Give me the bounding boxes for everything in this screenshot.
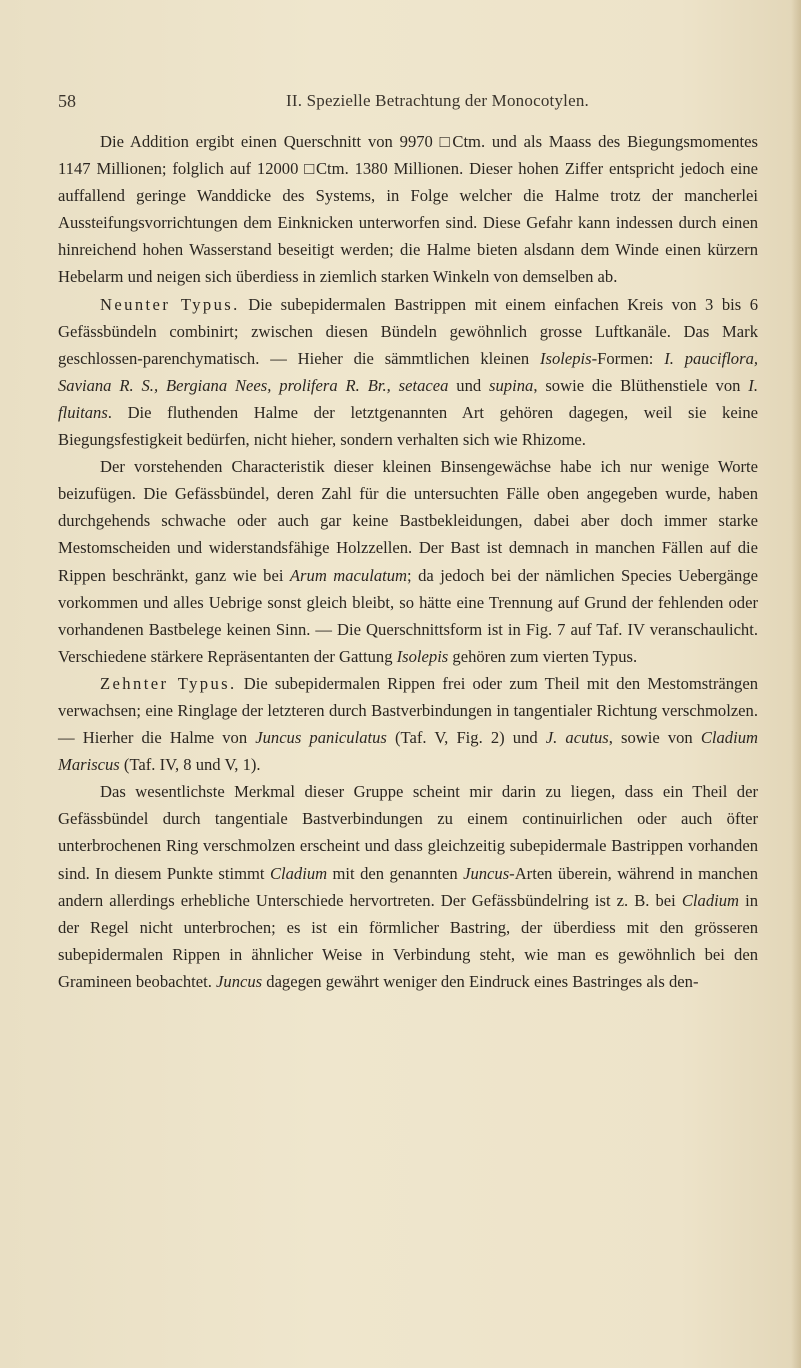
paragraph-text: und (448, 375, 490, 395)
taxon-name: I. fluitans (58, 375, 758, 422)
page-edge-shadow (791, 0, 801, 1368)
paragraph-text: Die subepidermalen Rippen frei oder zum Theil mit den Mestomsträngen verwachsen; eine Ringlage der letzteren durch Bastverbindungen in tangentialer Richtung verschmolzen. — Hierher die Halme von (58, 673, 758, 748)
paragraph-text: mit den genannten (327, 863, 464, 883)
paragraph-text: ; da jedoch bei der nämlichen Species Uebergänge vorkommen und alles Uebrige sonst gleich bleibt, so hätte eine Trennung auf Grund der fehlenden oder vorhandenen Bastbelege keinen Sinn. — Die Querschnittsform ist in Fig. 7 auf Taf. IV veranschaulicht. Verschiedene stärkere Repräsentanten der Gattung (58, 565, 758, 666)
paragraph-text: Die subepidermalen Bastrippen mit einem einfachen Kreis von 3 bis 6 Gefässbündeln combinirt; zwischen diesen Bündeln gewöhnlich grosse Luftkanäle. Das Mark geschlossen-parenchymatisch. — Hieher die sämmtlichen kleinen (58, 294, 758, 368)
taxon-name: Arum maculatum (289, 565, 408, 585)
chapter-title: II. Spezielle Betrachtung der Monocotylen. (286, 91, 589, 110)
taxon-name: Juncus (463, 863, 510, 883)
taxon-name: J. acutus (545, 728, 609, 748)
body-text (58, 128, 758, 995)
paragraph-text: , sowie die Blüthenstiele von (533, 375, 749, 395)
paragraph-neunter-typus (58, 291, 758, 454)
paragraph-text: dagegen gewährt weniger den Eindruck eines Bastringes als den- (262, 971, 699, 991)
taxon-name: Cladium Mariscus (58, 728, 758, 775)
section-label: Zehnter Typus. (100, 673, 237, 693)
paragraph-text: (Taf. V, Fig. 2) und (386, 728, 546, 748)
paragraph-characteristik (58, 453, 758, 670)
taxon-name: Juncus paniculatus (255, 728, 387, 748)
paragraph-addition (58, 128, 758, 291)
paragraph-zehnter-typus (58, 670, 758, 778)
section-label: Neunter Typus. (100, 294, 240, 314)
taxon-name: Isolepis (540, 348, 592, 368)
taxon-name: supina (489, 375, 534, 395)
paragraph-text: in der Regel nicht unterbrochen; es ist ein förmlicher Bastring, der überdiess mit den grösseren subepidermalen Rippen in ähnlicher Weise in Verbindung steht, wie man es gewöhnlich bei den Gramineen beobachtet. (58, 890, 758, 991)
taxon-name: Juncus (216, 971, 263, 991)
paragraph-text: Die Addition ergibt einen Querschnitt von 9970 □Ctm. und als Maass des Biegungsmomentes 1147 Millionen; folglich auf 12000 □Ctm. 1380 Millionen. Dieser hohen Ziffer entspricht jedoch eine auffallend geringe Wanddicke des Systems, in Folge welcher die Halme trotz der mancherlei Aussteifungsvorrichtungen dem Einknicken unterworfen sind. Diese Gefahr kann indessen durch einen hinreichend hohen Wasserstand beseitigt werden; die Halme bieten alsdann dem Winde einen kürzern Hebelarm und neigen sich überdiess in ziemlich starken Winkeln von demselben ab. (58, 132, 758, 287)
taxon-name: Cladium (681, 890, 740, 910)
paragraph-text: -Arten überein, während in manchen andern allerdings erhebliche Unterschiede hervortreten. Der Gefässbündelring ist z. B. bei (58, 863, 758, 910)
paragraph-text: . Die fluthenden Halme der letztgenannten Art gehören dagegen, weil sie keine Biegungsfestigkeit bedürfen, nicht hieher, sondern verhalten sich wie Rhizome. (58, 402, 758, 450)
paragraph-text: -Formen: (591, 348, 665, 368)
paragraph-text: , sowie von (608, 728, 701, 748)
paragraph-text: Das wesentlichste Merkmal dieser Gruppe scheint mir darin zu liegen, dass ein Theil der Gefässbündel durch tangentiale Bastverbindungen zu einem continuirlichen oder auch öfter unterbrochenen Ring verschmolzen erscheint und dass gleichzeitig subepidermale Bastrippen vorhanden sind. In diesem Punkte stimmt (58, 782, 758, 883)
taxon-name: Cladium (269, 863, 328, 883)
page-number: 58 (58, 91, 76, 111)
running-header (58, 88, 758, 114)
paragraph-text: gehören zum vierten Typus. (448, 646, 638, 666)
taxon-name: Isolepis (396, 646, 449, 666)
paragraph-text: Der vorstehenden Characteristik dieser kleinen Binsengewächse habe ich nur wenige Worte beizufügen. Die Gefässbündel, deren Zahl für die untersuchten Fälle oben angegeben wurde, haben durchgehends schwache oder auch gar keine Bastbekleidungen, dabei aber doch immer starke Mestomscheiden und widerstandsfähige Holzzellen. Der Bast ist demnach in manchen Fällen auf die Rippen beschränkt, ganz wie bei (58, 457, 758, 585)
paragraph-text: (Taf. IV, 8 und V, 1). (119, 755, 261, 775)
paragraph-merkmal (58, 778, 758, 995)
taxon-name: I. pauciflora, Saviana R. S., Bergiana Nees, prolifera R. Br., setacea (58, 348, 759, 395)
